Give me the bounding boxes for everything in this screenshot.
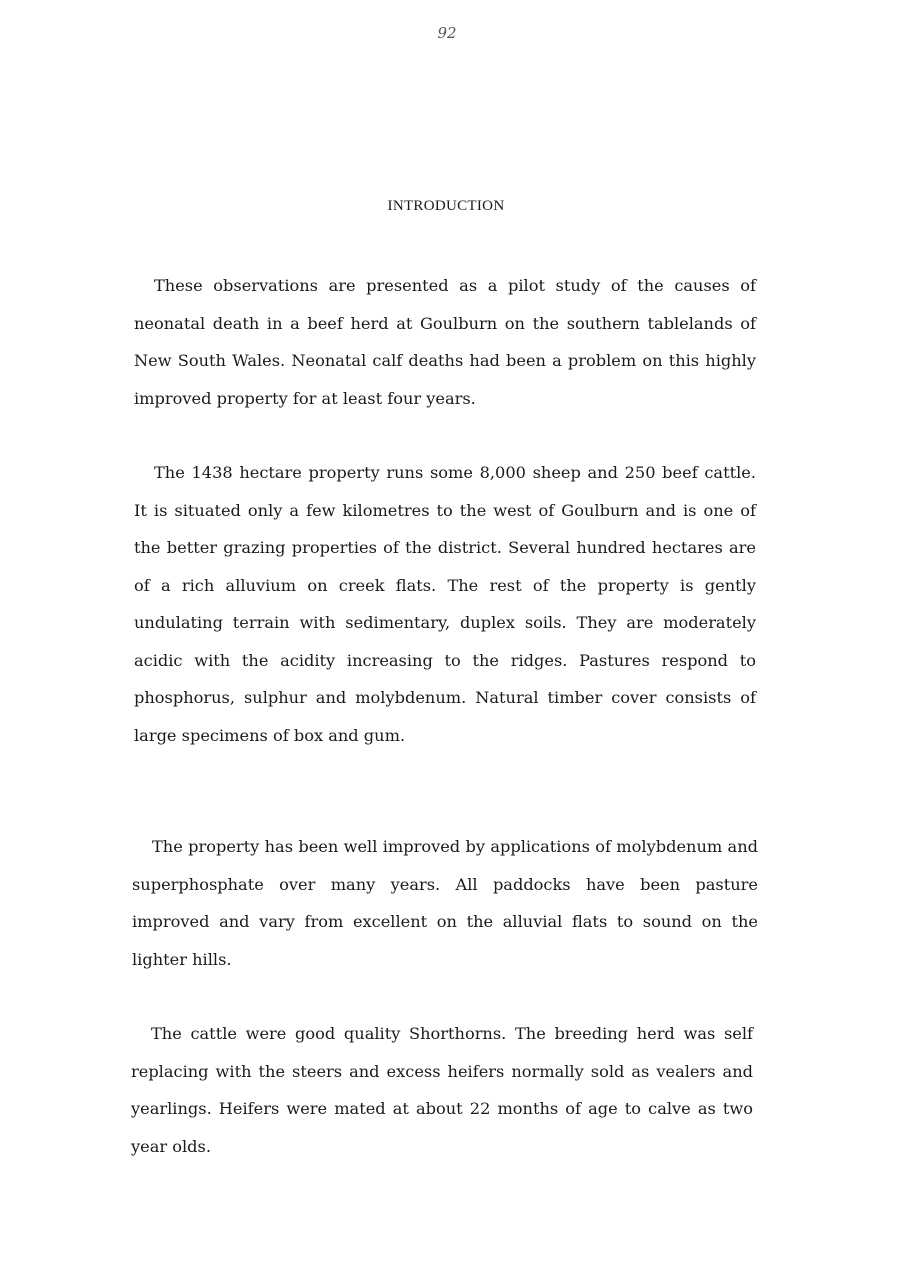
paragraph-1-text: These observations are presented as a pilot study of the causes of neonatal death in a beef herd at Goulburn on the southern tablelands of New South Wales. Neonatal calf deaths had been a problem on this highly improved property for at least four years. (134, 276, 756, 408)
paragraph-3-text: The property has been well improved by applications of molybdenum and superphosphate over many years. All paddocks have been pasture improved and vary from excellent on the alluvial flats to sound on the lighter hills. (132, 837, 758, 969)
paragraph-2 (134, 454, 756, 754)
section-heading: INTRODUCTION (387, 198, 505, 214)
page-number: 92 (437, 24, 457, 42)
paragraph-4-text: The cattle were good quality Shorthorns. The breeding herd was self replacing with the steers and excess heifers normally sold as vealers and yearlings. Heifers were mated at about 22 months of age to calve as two year olds. (131, 1024, 753, 1156)
paragraph-3 (132, 828, 758, 978)
paragraph-4 (131, 1015, 753, 1165)
paragraph-2-text: The 1438 hectare property runs some 8,000 sheep and 250 beef cattle. It is situated only a few kilometres to the west of Goulburn and is one of the better grazing properties of the district. Several hundred hectares are of a rich alluvium on creek flats. The rest of the property is gently undulating terrain with sedimentary, duplex soils. They are moderately acidic with the acidity increasing to the ridges. Pastures respond to phosphorus, sulphur and molybdenum. Natural timber cover consists of large specimens of box and gum. (134, 463, 756, 745)
paragraph-1 (134, 267, 756, 417)
